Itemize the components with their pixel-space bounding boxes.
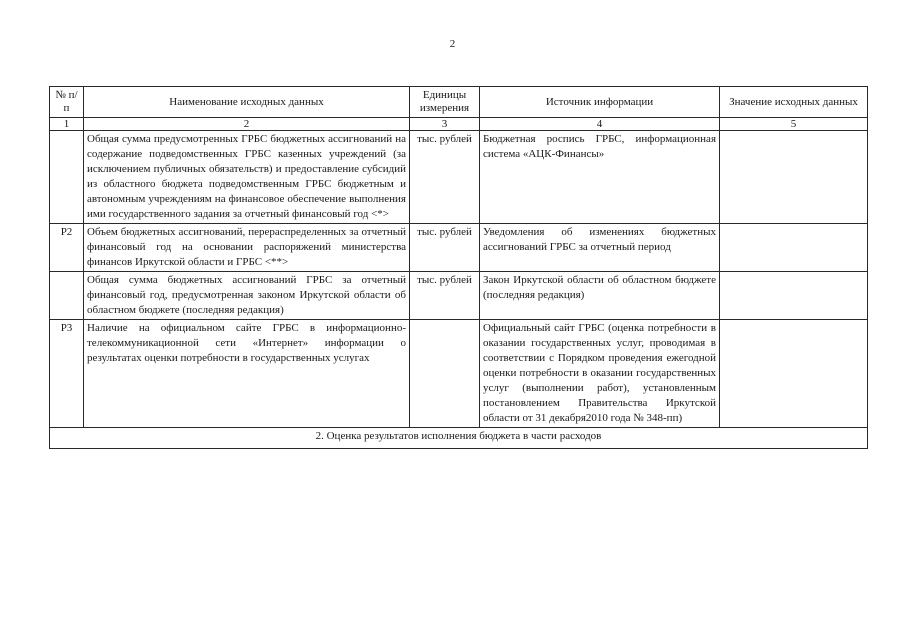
row-number: [50, 272, 84, 320]
table-row: [50, 224, 868, 272]
column-number: 2: [84, 118, 410, 131]
row-name: Объем бюджетных ассигнований, перераспределенных за отчетный финансовый год на основании распоряжений министерства финансов Иркутской области и ГРБС <**>: [84, 224, 410, 272]
table-row: [50, 320, 868, 428]
source-data-table: [49, 86, 868, 449]
table-row: [50, 272, 868, 320]
column-number: 5: [720, 118, 868, 131]
column-number: 1: [50, 118, 84, 131]
header-value: Значение исходных данных: [720, 87, 868, 118]
column-number: 3: [410, 118, 480, 131]
table-row: [50, 131, 868, 224]
table-header-row: [50, 87, 868, 118]
row-source: Бюджетная роспись ГРБС, информационная система «АЦК-Финансы»: [480, 131, 720, 224]
row-number: [50, 131, 84, 224]
row-unit: тыс. рублей: [410, 272, 480, 320]
row-number: P3: [50, 320, 84, 428]
row-value: [720, 224, 868, 272]
header-name: Наименование исходных данных: [84, 87, 410, 118]
row-unit: [410, 320, 480, 428]
row-number: P2: [50, 224, 84, 272]
column-number: 4: [480, 118, 720, 131]
page-number: 2: [449, 38, 456, 50]
header-unit: Единицы измерения: [410, 87, 480, 118]
section-title: 2. Оценка результатов исполнения бюджета в части расходов: [50, 428, 868, 449]
row-name: Общая сумма предусмотренных ГРБС бюджетных ассигнований на содержание подведомственных ГРБС казенных учреждений (за исключением публичных обязательств) и предоставление субсидий из областного бюджета подведомственным ГРБС бюджетным и автономным учреждениям на финансовое обеспечение выполнения ими государственного задания за отчетный финансовый год <*>: [84, 131, 410, 224]
row-name: Общая сумма бюджетных ассигнований ГРБС за отчетный финансовый год, предусмотренная законом Иркутской области об областном бюджете (последняя редакция): [84, 272, 410, 320]
row-name: Наличие на официальном сайте ГРБС в информационно-телекоммуникационной сети «Интернет» информации о результатах оценки потребности в государственных услугах: [84, 320, 410, 428]
row-value: [720, 320, 868, 428]
header-source: Источник информации: [480, 87, 720, 118]
row-value: [720, 272, 868, 320]
row-unit: тыс. рублей: [410, 131, 480, 224]
row-value: [720, 131, 868, 224]
section-row: [50, 428, 868, 449]
row-source: Закон Иркутской области об областном бюджете (последняя редакция): [480, 272, 720, 320]
column-number-row: [50, 118, 868, 131]
row-source: Официальный сайт ГРБС (оценка потребности в оказании государственных услуг, проводимая в соответствии с Порядком проведения ежегодной оценки потребности в оказании государственных услуг (выполнении работ), установленным постановлением Правительства Иркутской области от 31 декабря2010 года № 348-пп): [480, 320, 720, 428]
row-unit: тыс. рублей: [410, 224, 480, 272]
header-num: № п/п: [50, 87, 84, 118]
row-source: Уведомления об изменениях бюджетных ассигнований ГРБС за отчетный период: [480, 224, 720, 272]
